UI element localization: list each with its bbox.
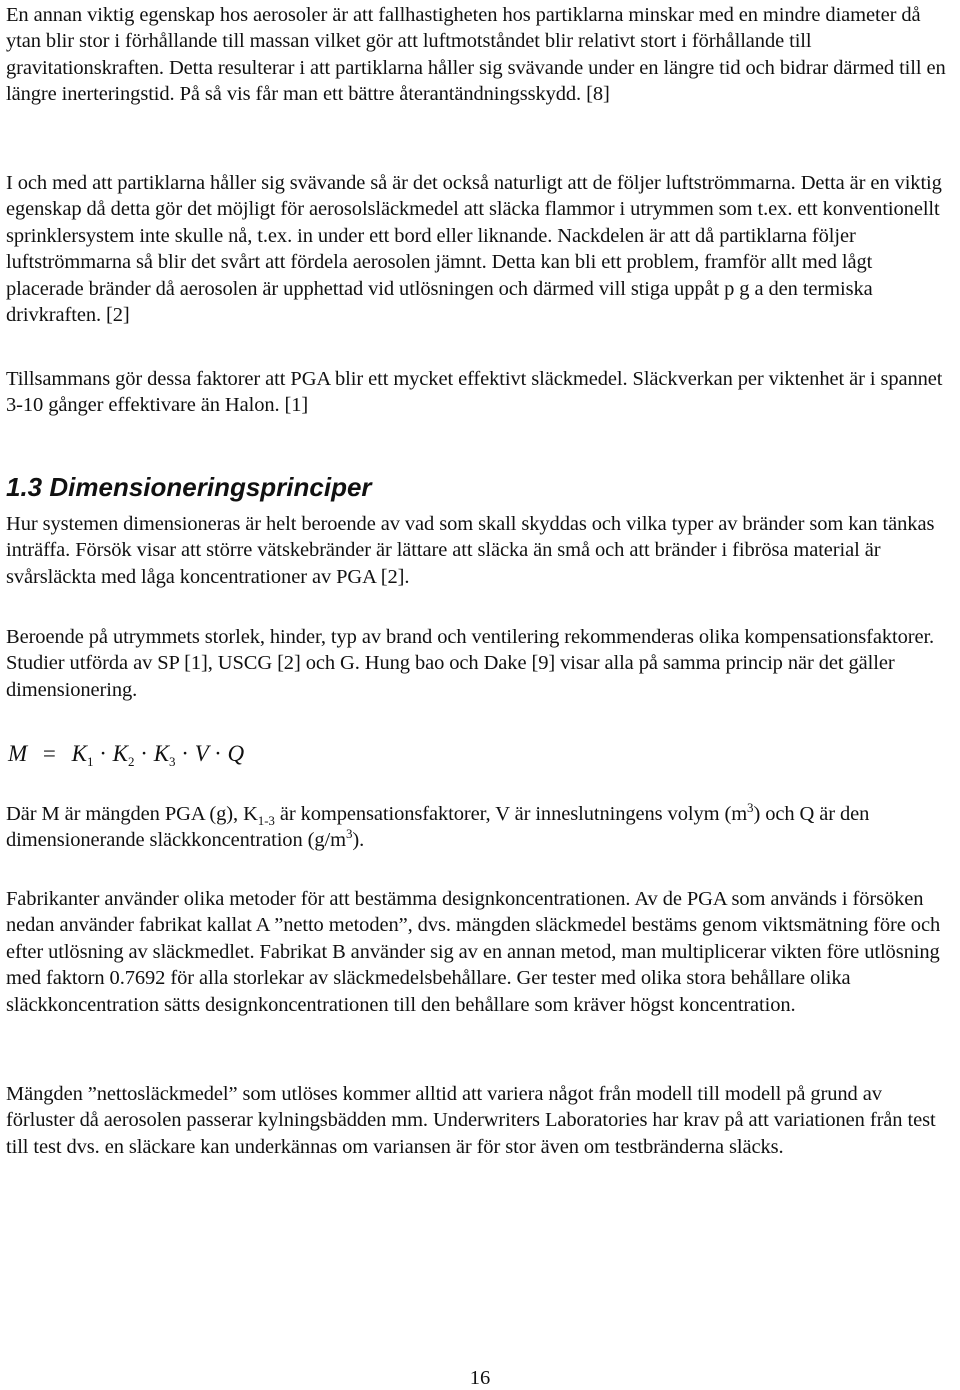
paragraph-effectiveness: Tillsammans gör dessa faktorer att PGA blir ett mycket effektivt släckmedel. Släckverkan per viktenhet är i spannet 3-10 gånger effektivare än Halon. [1] xyxy=(6,368,943,417)
paragraph-aerosol-fall-speed: En annan viktig egenskap hos aerosoler är att fallhastigheten hos partiklarna minskar med en mindre diameter då ytan blir stor i förhållande till massan vilket gör att luftmotståndet blir relativt stort i förhållande till gravitationskraften. Detta resulterar i att partiklarna håller sig svävande under en längre tid och bidrar därmed till en längre inerteringstid. På så vis får man ett bättre återantändningsskydd. [8] xyxy=(6,4,946,106)
dimensioning-formula xyxy=(8,740,244,776)
paragraph-formula-explanation xyxy=(6,801,954,854)
formula-concentration: Q xyxy=(227,741,245,766)
formula-sub-3: 3 xyxy=(169,754,176,769)
p6-subscript: 1-3 xyxy=(257,813,275,828)
formula-dot-2: · xyxy=(140,741,148,766)
formula-dot-1: · xyxy=(99,741,107,766)
section-heading: 1.3 Dimensioneringsprinciper xyxy=(6,472,372,502)
paragraph-air-currents: I och med att partiklarna håller sig svävande så är det också naturligt att de följer luftströmmarna. Detta är en viktig egenskap då detta gör det möjligt för aerosolsläckmedel att släcka flammor i utrymmen som t.ex. ett konventionellt sprinklersystem inte skulle nå, t.ex. in under ett bord eller liknande. Nackdelen är att då partiklarna följer luftströmmarna så blir det svårt att fördela aerosolen jämnt. Detta kan bli ett problem, framför allt med lågt placerade bränder då aerosolen är upphettad vid utlösningen och därmed vill stiga uppåt p g a den termiska drivkraften. [2] xyxy=(6,172,942,327)
formula-dot-3: · xyxy=(181,741,189,766)
formula-k2: K xyxy=(112,741,129,766)
paragraph-net-extinguishant: Mängden ”nettosläckmedel” som utlöses kommer alltid att variera något från modell till modell på grund av förluster då aerosolen passerar kylningsbädden mm. Underwriters Laboratories har krav på att variationen från test till test dvs. en släckare kan underkännas om variansen är för stor även om testbränderna släcks. xyxy=(6,1083,936,1158)
paragraph-manufacturers: Fabrikanter använder olika metoder för att bestämma designkoncentrationen. Av de PGA som används i försöken nedan använder fabrikat kallat A ”netto metoden”, dvs. mängden släckmedel bestäms genom viktsmätning före och efter utlösning av släckmedlet. Fabrikat B använder sig av en annan metod, man multiplicerar vikten före utlösning med faktorn 0.7692 för alla storlekar av släckmedelsbehållare. Ger tester med olika stora behållare olika släckkoncentration sätts designkoncentrationen till den behållare som kräver högst koncentration. xyxy=(6,888,941,1016)
p6-part-a: Där M är mängden PGA (g), K xyxy=(6,803,258,825)
formula-k1: K xyxy=(71,741,87,766)
p6-part-c: ) och Q är den dimensionerande släckkoncentration (g/m xyxy=(6,803,870,852)
p6-part-d: ). xyxy=(352,829,365,852)
formula-dot-4: · xyxy=(214,741,222,766)
paragraph-system-dimensioning: Hur systemen dimensioneras är helt beroende av vad som skall skyddas och vilka typer av bränder som kan tänkas inträffa. Försök visar att större vätskebränder är lättare att släcka än små och att bränder i fibrösa material är svårsläckta med låga koncentrationer av PGA [2]. xyxy=(6,513,935,588)
formula-sub-2: 2 xyxy=(128,754,135,769)
p6-superscript-1: 3 xyxy=(747,800,754,815)
formula-k3: K xyxy=(153,741,170,766)
page-number: 16 xyxy=(469,1367,491,1389)
formula-equals: = xyxy=(42,741,56,766)
formula-volume: V xyxy=(194,741,209,766)
formula-mass: M xyxy=(8,741,28,766)
paragraph-compensation-factors: Beroende på utrymmets storlek, hinder, typ av brand och ventilering rekommenderas olika kompensationsfaktorer. Studier utförda av SP [1], USCG [2] och G. Hung bao och Dake [9] visar alla på samma princip när det gäller dimensionering. xyxy=(6,626,935,701)
p6-superscript-2: 3 xyxy=(345,826,353,842)
p6-part-b: är kompensationsfaktorer, V är inneslutningens volym (m xyxy=(274,803,748,825)
formula-sub-1: 1 xyxy=(87,754,94,769)
